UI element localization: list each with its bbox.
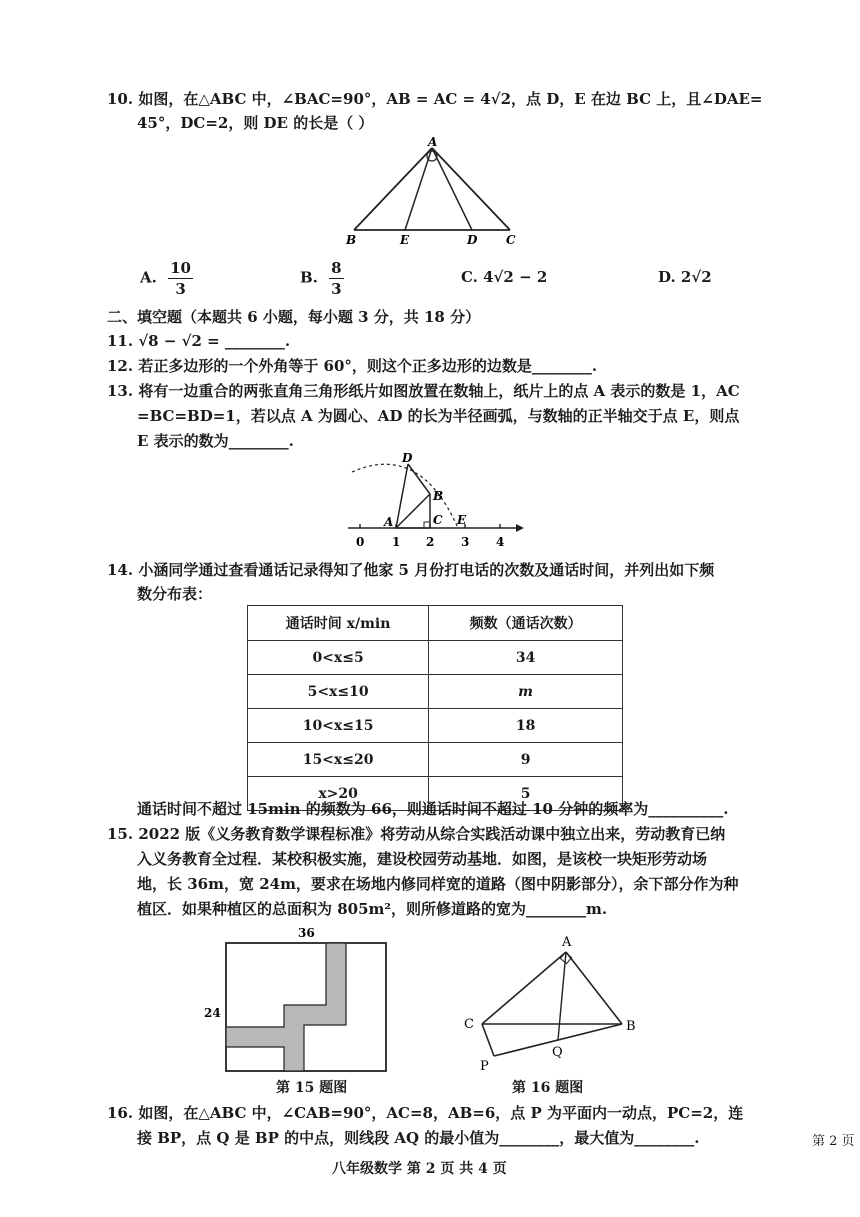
header-frequency: 频数（通话次数）	[429, 606, 623, 641]
q10-option-a: A. $\frac{10}{3}$	[140, 259, 191, 298]
q12-text: 12. 若正多边形的一个外角等于 60°，则这个正多边形的边数是________.	[107, 357, 598, 375]
page-footer: 八年级数学 第 2 页 共 4 页	[332, 1161, 507, 1177]
header-call-time: 通话时间 x/min	[248, 606, 429, 641]
q16-line2: 接 BP，点 Q 是 BP 的中点，则线段 AQ 的最小值为________，最大值为________.	[137, 1129, 700, 1147]
label-B: B	[626, 1019, 636, 1034]
q10-option-b: B. $\frac{8}{3}$	[300, 259, 342, 298]
q14-after-table: 通话时间不超过 15min 的频数为 66，则通话时间不超过 10 分钟的频率为__________.	[137, 800, 729, 818]
q14-line1: 14. 小涵同学通过查看通话记录得知了他家 5 月份打电话的次数及通话时间，并列出如下频	[107, 561, 715, 579]
q10-option-c: C. 4√2 − 2	[461, 268, 548, 286]
q10-triangle-figure	[340, 136, 530, 248]
label-C: C	[433, 513, 443, 527]
label-D: D	[467, 233, 478, 247]
table-cell: 10<x≤15	[248, 709, 429, 743]
q10-option-d: D. 2√2	[658, 268, 712, 286]
q16-line1: 16. 如图，在△ABC 中，∠CAB=90°，AC=8，AB=6，点 P 为平面内一动点，PC=2，连	[107, 1104, 744, 1122]
q15-line2: 入义务教育全过程．某校积极实施，建设校园劳动基地．如图，是该校一块矩形劳动场	[137, 850, 708, 868]
label-P: P	[480, 1059, 489, 1074]
q13-line2: =BC=BD=1，若以点 A 为圆心、AD 的长为半径画弧，与数轴的正半轴交于点 E，则点	[137, 407, 740, 425]
label-width: 24	[204, 1006, 221, 1020]
label-A: A	[562, 935, 572, 950]
tick-0: 0	[356, 535, 365, 549]
q15-line4: 植区．如果种植区的总面积为 805m²，则所修道路的宽为________m.	[137, 900, 608, 918]
q13-line3: E 表示的数为________.	[137, 432, 294, 450]
table-row	[248, 675, 623, 709]
table-header-row	[248, 606, 623, 641]
table-row	[248, 641, 623, 675]
table-cell: 18	[429, 709, 623, 743]
q10-line1: 10. 如图，在△ABC 中，∠BAC=90°，AB = AC = 4√2，点 D，E 在边 BC 上，且∠DAE=	[107, 90, 763, 108]
table-cell: 0<x≤5	[248, 641, 429, 675]
table-cell: m	[429, 675, 623, 709]
section-fill-in-title: 二、填空题（本题共 6 小题，每小题 3 分，共 18 分）	[107, 308, 481, 326]
label-A: A	[428, 136, 438, 149]
table-row	[248, 743, 623, 777]
table-cell: 9	[429, 743, 623, 777]
table-cell: x>20	[248, 777, 429, 811]
label-Q: Q	[552, 1045, 563, 1060]
label-C: C	[464, 1017, 474, 1032]
q13-line1: 13. 将有一边重合的两张直角三角形纸片如图放置在数轴上，纸片上的点 A 表示的数是 1，AC	[107, 382, 740, 400]
q15-caption: 第 15 题图	[276, 1080, 348, 1096]
tick-3: 3	[461, 535, 470, 549]
label-B: B	[346, 233, 357, 247]
q14-line2: 数分布表：	[137, 585, 213, 603]
q15-line3: 地，长 36m，宽 24m，要求在场地内修同样宽的道路（图中阴影部分），余下部分作为种	[137, 875, 739, 893]
table-cell: 5	[429, 777, 623, 811]
table-cell: 5<x≤10	[248, 675, 429, 709]
q15-line1: 15. 2022 版《义务教育数学课程标准》将劳动从综合实践活动课中独立出来，劳动教育已纳	[107, 825, 726, 843]
table-cell: 34	[429, 641, 623, 675]
label-D: D	[402, 451, 413, 465]
label-E: E	[457, 513, 467, 527]
q13-number-line-figure	[340, 450, 530, 552]
table-row	[248, 709, 623, 743]
side-page-number: 第 2 页	[812, 1134, 855, 1149]
label-A: A	[384, 515, 394, 529]
tick-2: 2	[426, 535, 435, 549]
label-length: 36	[298, 926, 315, 940]
q16-caption: 第 16 题图	[512, 1080, 584, 1096]
label-C: C	[506, 233, 516, 247]
q10-line2: 45°，DC=2，则 DE 的长是（ ）	[137, 114, 374, 132]
tick-4: 4	[496, 535, 505, 549]
frequency-table	[247, 605, 623, 811]
label-B: B	[433, 489, 444, 503]
q15-field-figure	[196, 925, 396, 1075]
q11-text: 11. √8 − √2 = ________.	[107, 332, 291, 350]
tick-1: 1	[392, 535, 401, 549]
table-cell: 15<x≤20	[248, 743, 429, 777]
q16-triangle-figure	[458, 932, 648, 1074]
label-E: E	[400, 233, 410, 247]
